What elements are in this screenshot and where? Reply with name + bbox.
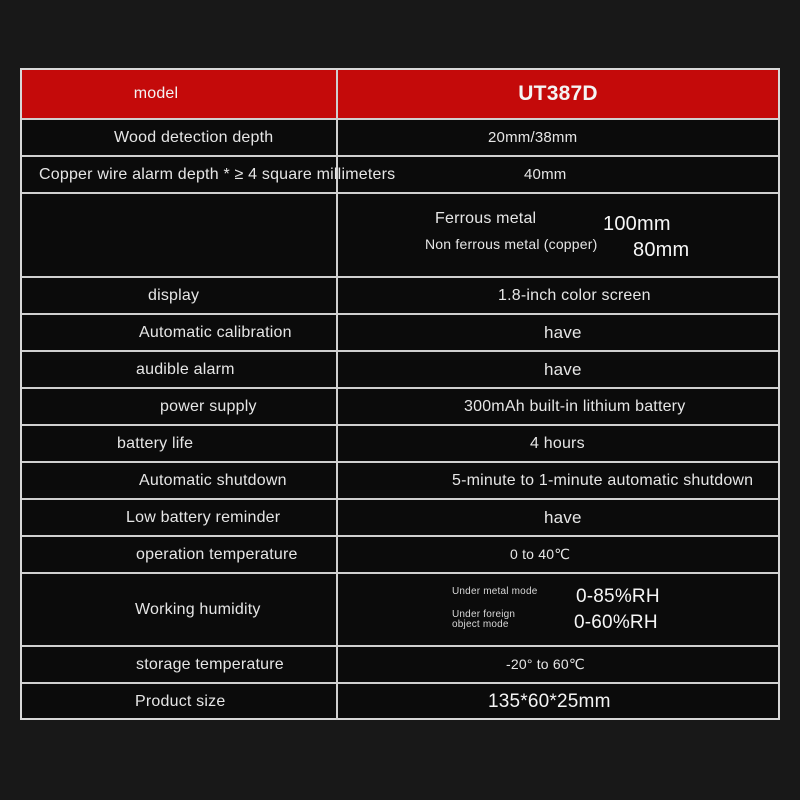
- row-label: operation temperature: [136, 545, 298, 563]
- row-value-cell: [336, 120, 778, 155]
- row-label: Working humidity: [135, 600, 261, 618]
- row-value: have: [544, 359, 582, 379]
- row-label-cell: [22, 426, 336, 461]
- row-label-cell: [22, 194, 336, 276]
- table-row: [22, 278, 778, 315]
- model-name: UT387D: [518, 82, 598, 105]
- row-value-cell: [336, 684, 778, 720]
- ferrous-metal-value: 100mm: [603, 213, 671, 235]
- table-row: [22, 574, 778, 647]
- row-value: 5-minute to 1-minute automatic shutdown: [452, 471, 754, 489]
- row-label-cell: [22, 120, 336, 155]
- row-value: 0 to 40℃: [510, 546, 571, 562]
- table-header-row: [22, 70, 778, 120]
- metal-mode-label: Under metal mode: [452, 586, 538, 597]
- row-label: audible alarm: [136, 360, 235, 378]
- row-value: 135*60*25mm: [488, 691, 611, 712]
- row-label: storage temperature: [136, 655, 284, 673]
- nonferrous-metal-label: Non ferrous metal (copper): [425, 236, 598, 252]
- foreign-mode-label-line2: object mode: [452, 619, 509, 630]
- row-value-cell: [336, 352, 778, 387]
- row-label: Low battery reminder: [126, 508, 281, 526]
- row-label: battery life: [117, 434, 194, 452]
- row-label-cell: [22, 500, 336, 535]
- row-value: -20° to 60℃: [506, 656, 585, 672]
- row-value-cell: [336, 647, 778, 682]
- header-value-cell: [336, 70, 778, 118]
- row-label-cell: [22, 157, 396, 192]
- foreign-mode-humidity: 0-60%RH: [574, 612, 658, 633]
- table-row: [22, 684, 778, 720]
- row-label-cell: [22, 315, 336, 350]
- row-label-cell: [22, 537, 336, 572]
- nonferrous-metal-value: 80mm: [633, 239, 690, 261]
- table-row: [22, 194, 778, 278]
- row-label: Automatic calibration: [139, 323, 292, 341]
- row-value: have: [544, 322, 582, 342]
- row-label-cell: [22, 574, 336, 645]
- row-value-cell: [336, 157, 778, 192]
- table-row: [22, 426, 778, 463]
- row-label-cell: [22, 352, 336, 387]
- table-row: [22, 537, 778, 574]
- row-value-cell: [336, 500, 778, 535]
- row-value-cell: [336, 315, 778, 350]
- table-row: [22, 389, 778, 426]
- row-value: 300mAh built-in lithium battery: [464, 397, 686, 415]
- table-row: [22, 463, 778, 500]
- row-value-cell: [336, 194, 778, 276]
- row-value-cell: [336, 537, 778, 572]
- table-row: [22, 120, 778, 157]
- row-label: display: [148, 286, 200, 304]
- row-value-cell: [336, 278, 778, 313]
- ferrous-metal-label: Ferrous metal: [435, 210, 537, 227]
- row-value: 4 hours: [530, 434, 585, 452]
- table-row: [22, 647, 778, 684]
- row-value: have: [544, 507, 582, 527]
- row-value: 40mm: [524, 166, 567, 183]
- row-value: 20mm/38mm: [488, 129, 578, 146]
- row-value: 1.8-inch color screen: [498, 286, 651, 304]
- row-value-cell: [336, 463, 778, 498]
- table-row: [22, 315, 778, 352]
- row-label-cell: [22, 278, 336, 313]
- row-label: Automatic shutdown: [139, 471, 287, 489]
- row-value-cell: [336, 389, 778, 424]
- table-row: [22, 352, 778, 389]
- foreign-mode-label-line1: Under foreign: [452, 609, 516, 620]
- row-label-cell: [22, 463, 336, 498]
- header-label-cell: [22, 70, 336, 118]
- row-label: Product size: [135, 693, 226, 710]
- spec-table: [20, 68, 780, 720]
- metal-mode-humidity: 0-85%RH: [576, 586, 660, 607]
- header-label: model: [133, 85, 179, 102]
- row-label-cell: [22, 389, 336, 424]
- row-label-cell: [22, 684, 336, 720]
- row-label: power supply: [160, 397, 257, 415]
- row-label: Wood detection depth: [114, 128, 274, 146]
- table-row: [22, 500, 778, 537]
- row-value-cell: [336, 574, 778, 645]
- row-value-cell: [336, 426, 778, 461]
- row-label: Copper wire alarm depth * ≥ 4 square millimeters: [39, 165, 396, 183]
- row-label-cell: [22, 647, 336, 682]
- table-row: [22, 157, 778, 194]
